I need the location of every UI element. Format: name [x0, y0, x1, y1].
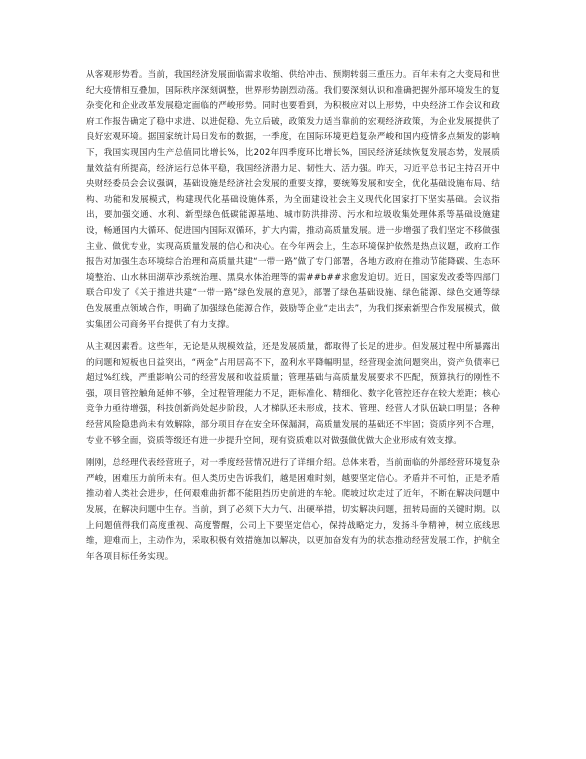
paragraph-conclusion: 刚刚，总经理代表经营班子，对一季度经营情况进行了详细介绍。总体来看，当前面临的外部经营环境复杂严峻，困难压力前所未有。但人类历史告诉我们，越是困难时刻，越要坚定信心。矛盾并不可怕，正是矛盾推动着人类社会进步，任何艰难曲折都不能阻挡历史前进的车轮。爬坡过坎走过了近年，不断在解决问题中发展，在解决问题中生存。当前，到了必须下大力气、出硬举措，切实解决问题，扭转局面的关键时期。以上问题值得我们高度重视、高度警醒，公司上下要坚定信心，保持战略定力，发扬斗争精神，树立底线思维，迎难而上，主动作为，采取积极有效措施加以解决，以更加奋发有为的状态推动经营发展工作，护航全年各项目标任务实现。	[86, 458, 500, 562]
document-body	[86, 68, 500, 565]
paragraph-subjective-factors: 从主观因素看。这些年，无论是从规模效益，还是发展质量，都取得了长足的进步。但发展过程中所暴露出的问题和短板也日益突出，“两金”占用居高不下，盈利水平降幅明显，经营现金流问题突出，资产负债率已超过%红线，严重影响公司的经营发展和收益质量；管理基础与高质量发展要求不匹配，预算执行的刚性不强，项目管控触角延伸不够，全过程管理能力不足，距标准化、精细化、数字化管控还存在较大差距；核心竞争力亟待增强，科技创新尚处起步阶段，人才梯队还未形成，技术、管理、经营人才队伍缺口明显；各种经营风险隐患尚未有效解除，部分项目存在安全环保漏洞，高质量发展的基础还不牢固；资质序列不合理，专业不够全面，资质等级还有进一步提升空间，现有资质难以对做强做优做大企业形成有效支撑。	[86, 342, 500, 446]
paragraph-objective-situation: 从客观形势看。当前，我国经济发展面临需求收缩、供给冲击、预期转弱三重压力。百年未有之大变局和世纪大疫情相互叠加，国际秩序深刻调整，世界形势剧烈动荡。我们要深刻认识和准确把握外部环境发生的复杂变化和企业改革发展稳定面临的严峻形势。同时也要看到，为积极应对以上形势，中央经济工作会议和政府工作报告确定了稳中求进、以进促稳、先立后破，政策发力适当靠前的宏观经济政策，为企业发展提供了良好宏观环境。据国家统计局日发布的数据，一季度，在国际环境更趋复杂严峻和国内疫情多点频发的影响下，我国实现国内生产总值同比增长%，比202年四季度环比增长%，国民经济延续恢复发展态势，发展质量效益有所提高，经济运行总体平稳，我国经济潜力足、韧性大、活力强。昨天，习近平总书记主持召开中央财经委员会会议强调，基础设施是经济社会发展的重要支撑，要统筹发展和安全，优化基础设施布局、结构、功能和发展模式，构建现代化基础设施体系，为全面建设社会主义现代化国家打下坚实基础。会议指出，要加强交通、水利、新型绿色低碳能源基地、城市防洪排涝、污水和垃圾收集处理体系等基础设施建设，畅通国内大循环、促进国内国际双循环，扩大内需，推动高质量发展。进一步增强了我们坚定不移做强主业、做优专业，实现高质量发展的信心和决心。在今年两会上，生态环境保护依然是热点议题，政府工作报告对加强生态环境综合治理和高质量共建“一带一路”做了专门部署，各地方政府在推动节能降碳、生态环境整治、山水林田湖草沙系统治理、黑臭水体治理等的需##b##求愈发迫切。近日，国家发改委等四部门联合印发了《关于推进共建“一带一路”绿色发展的意见》，部署了绿色基础设施、绿色能源、绿色交通等绿色发展重点领域合作，明确了加强绿色能源合作，鼓励等企业“走出去”，为我们探索新型合作发展模式，做实集团公司商务平台提供了有力支撑。	[86, 70, 500, 330]
